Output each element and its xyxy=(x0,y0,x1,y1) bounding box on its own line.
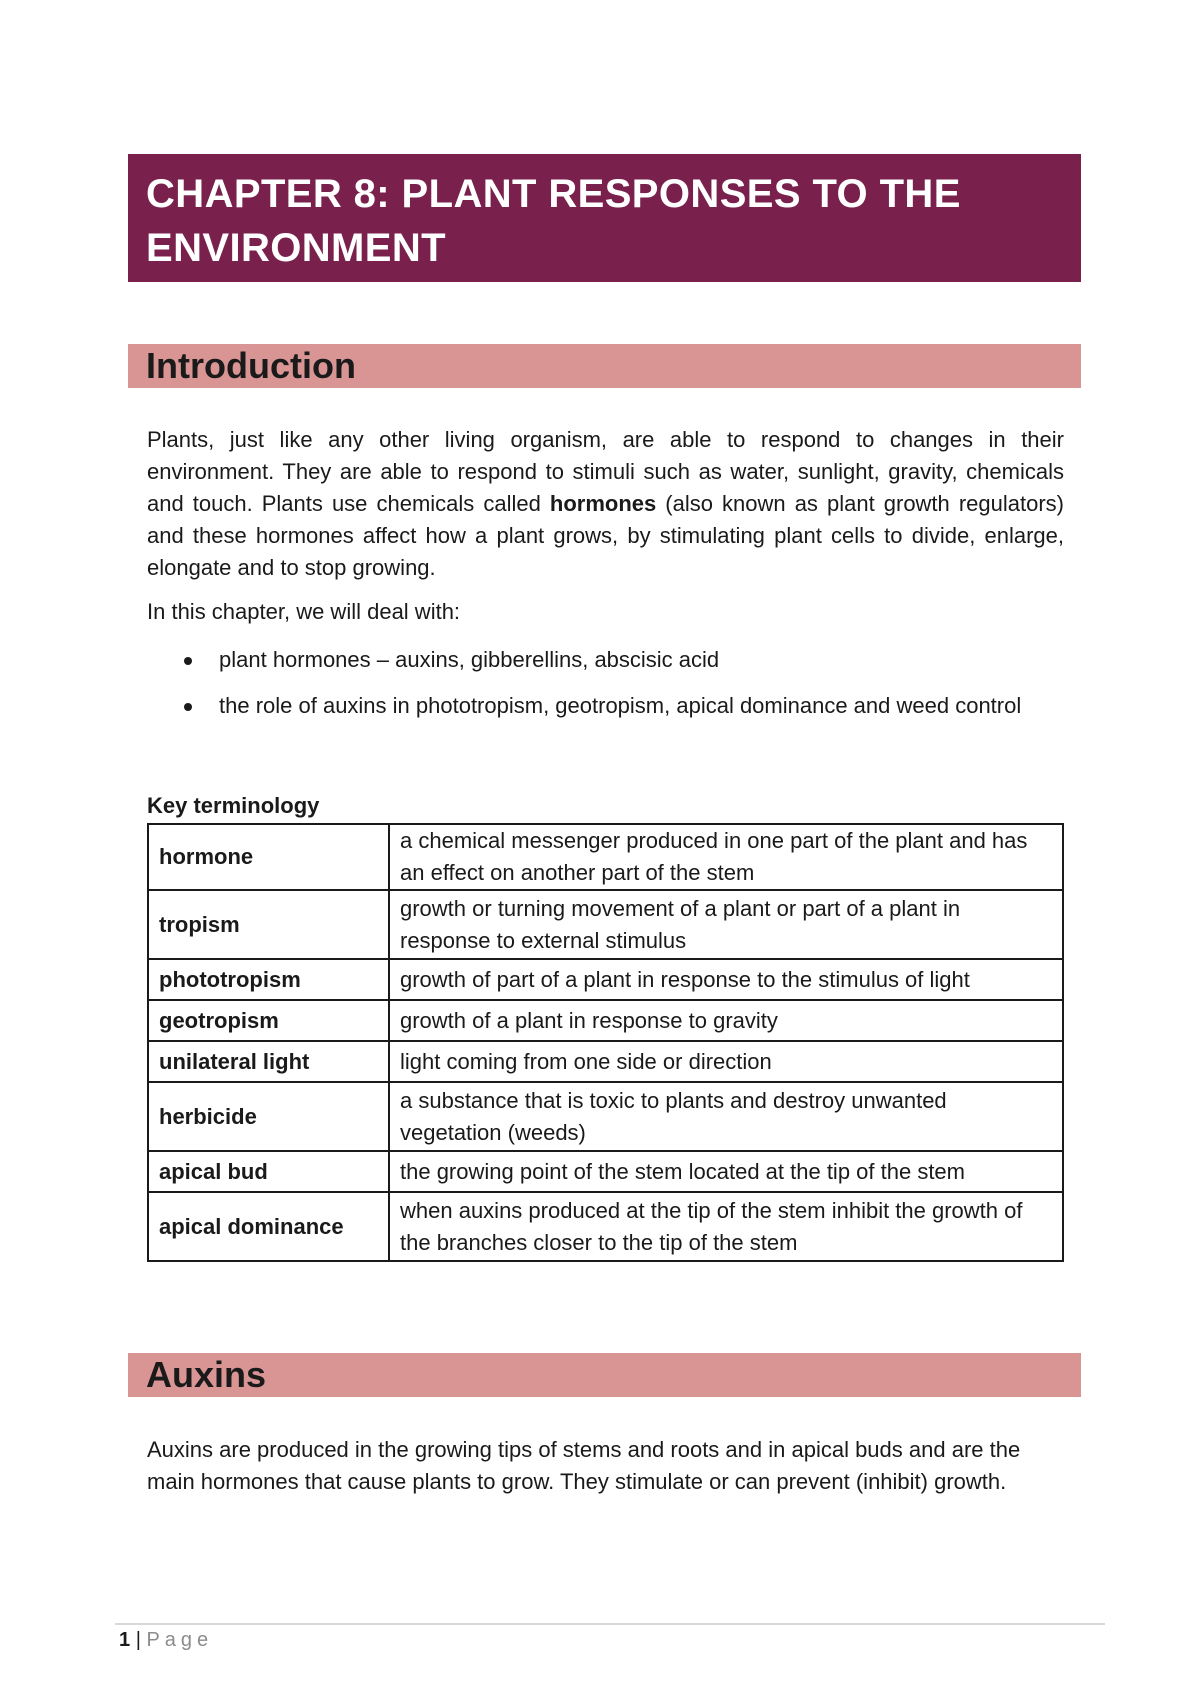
key-terminology-table xyxy=(147,823,1064,1262)
term-cell: tropism xyxy=(148,890,389,959)
footer-divider xyxy=(115,1623,1105,1625)
definition-cell: light coming from one side or direction xyxy=(389,1041,1063,1082)
definition-cell: growth or turning movement of a plant or part of a plant in response to external stimulus xyxy=(389,890,1063,959)
table-row xyxy=(148,1000,1063,1041)
table-row xyxy=(148,959,1063,1000)
list-item xyxy=(147,644,1064,676)
table-row xyxy=(148,890,1063,959)
term-cell: unilateral light xyxy=(148,1041,389,1082)
list-item xyxy=(147,690,1064,722)
table-row xyxy=(148,1041,1063,1082)
table-row xyxy=(148,1192,1063,1261)
definition-cell: growth of part of a plant in response to the stimulus of light xyxy=(389,959,1063,1000)
intro-text-part-2: (also known as plant growth regulators) and these hormones affect how a plant grows, by stimulating plant cells to divide, enlarge, elongate and to stop growing. xyxy=(147,491,1064,580)
page-footer xyxy=(119,1626,213,1654)
list-item-text: plant hormones – auxins, gibberellins, abscisic acid xyxy=(219,647,720,672)
page-number: 1 xyxy=(119,1629,131,1651)
term-cell: hormone xyxy=(148,824,389,890)
term-cell: herbicide xyxy=(148,1082,389,1151)
definition-cell: the growing point of the stem located at the tip of the stem xyxy=(389,1151,1063,1192)
definition-cell: when auxins produced at the tip of the stem inhibit the growth of the branches closer to the tip of the stem xyxy=(389,1192,1063,1261)
introduction-heading-bar xyxy=(128,344,1081,388)
term-cell: phototropism xyxy=(148,959,389,1000)
topic-list xyxy=(147,644,1064,736)
intro-text-part-1: Plants, just like any other living organism, are able to respond to changes in their environment. They are able to respond to stimuli such as water, sunlight, gravity, chemicals and touch. Plants use chemicals called xyxy=(147,427,1064,516)
introduction-heading: Introduction xyxy=(146,345,356,386)
bullet-icon xyxy=(184,657,192,665)
term-cell: apical bud xyxy=(148,1151,389,1192)
chapter-banner xyxy=(128,154,1081,282)
table-row xyxy=(148,1151,1063,1192)
introduction-paragraph xyxy=(147,424,1064,584)
chapter-lead-in: In this chapter, we will deal with: xyxy=(147,599,461,624)
chapter-title: CHAPTER 8: PLANT RESPONSES TO THE ENVIRONMENT xyxy=(146,172,961,270)
hormones-term: hormones xyxy=(549,491,657,516)
auxins-paragraph: Auxins are produced in the growing tips of stems and roots and in apical buds and are the main hormones that cause plants to grow. They stimulate or can prevent (inhibit) growth. xyxy=(147,1437,1021,1494)
list-item-text: the role of auxins in phototropism, geotropism, apical dominance and weed control xyxy=(219,693,1022,718)
footer-separator: | xyxy=(135,1629,141,1651)
definition-cell: a chemical messenger produced in one part of the plant and has an effect on another part of the stem xyxy=(389,824,1063,890)
key-terminology-heading: Key terminology xyxy=(147,793,320,818)
term-cell: geotropism xyxy=(148,1000,389,1041)
definition-cell: growth of a plant in response to gravity xyxy=(389,1000,1063,1041)
bullet-icon xyxy=(184,703,192,711)
auxins-heading: Auxins xyxy=(146,1354,267,1395)
auxins-heading-bar xyxy=(128,1353,1081,1397)
definition-cell: a substance that is toxic to plants and destroy unwanted vegetation (weeds) xyxy=(389,1082,1063,1151)
table-row xyxy=(148,824,1063,890)
term-cell: apical dominance xyxy=(148,1192,389,1261)
page-label: Page xyxy=(146,1629,214,1651)
table-row xyxy=(148,1082,1063,1151)
